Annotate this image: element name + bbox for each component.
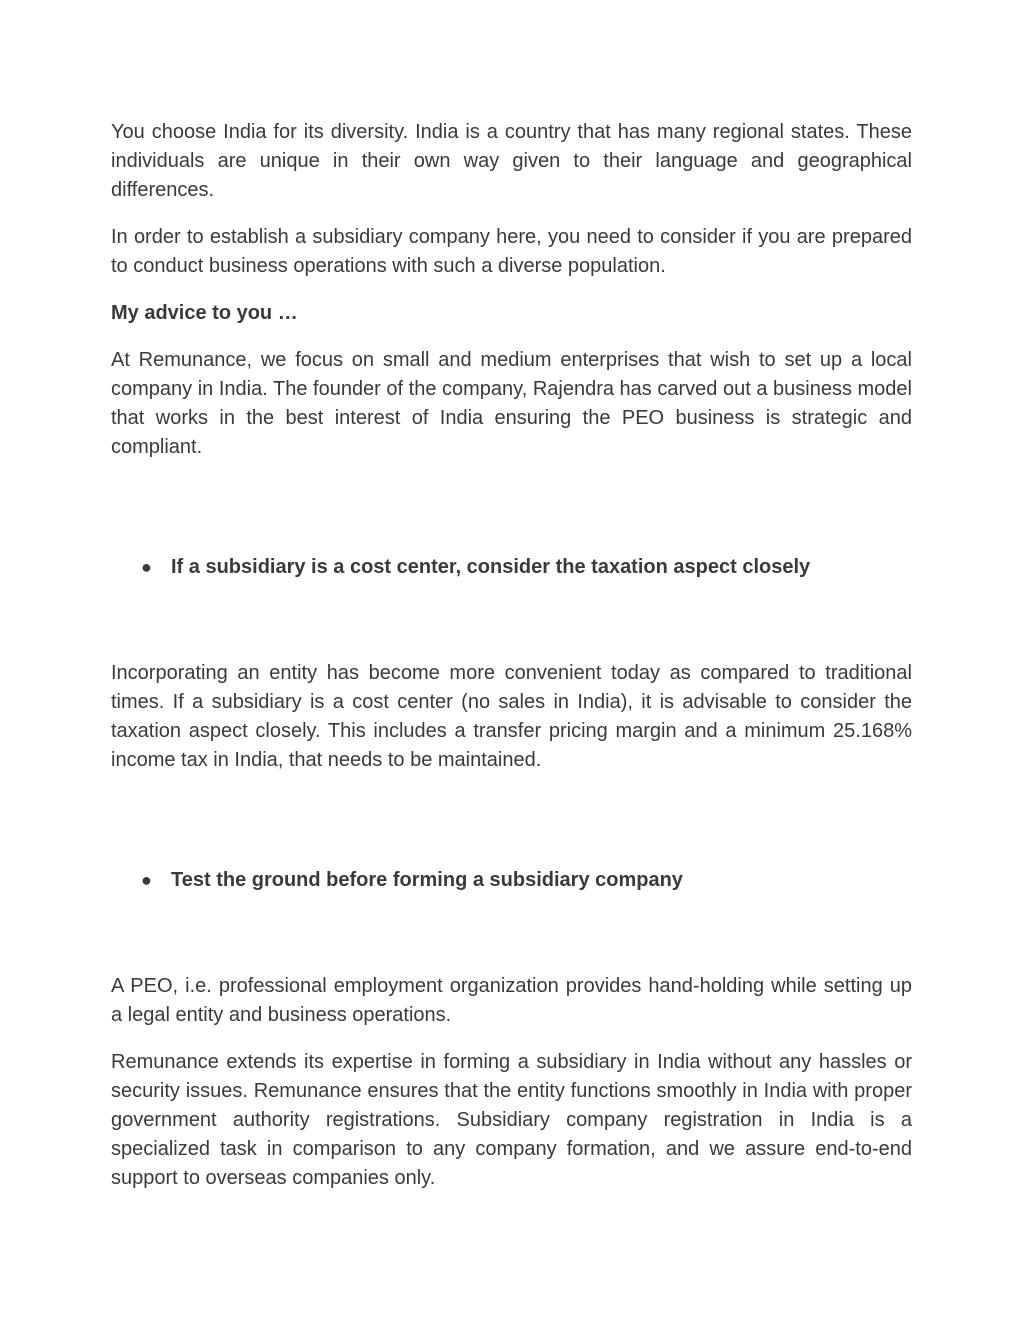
paragraph-incorporating-entity: Incorporating an entity has become more convenient today as compared to traditional times. If a subsidiary is a cost center (no sales in India), it is advisable to consider the taxation aspect closely. This includes a transfer pricing margin and a minimum 25.168% income tax in India, that needs to be maintained. (111, 662, 912, 771)
bullet-item-test-ground (111, 866, 912, 895)
paragraph-remunance-expertise: Remunance extends its expertise in forming a subsidiary in India without any hassles or security issues. Remunance ensures that the entity functions smoothly in India with proper government authority registrations. Subsidiary company registration in India is a specialized task in comparison to any company formation, and we assure end-to-end support to overseas companies only. (111, 1051, 912, 1189)
paragraph-peo-definition: A PEO, i.e. professional employment organization provides hand-holding while setting up a legal entity and business operations. (111, 975, 912, 1026)
advice-heading: My advice to you … (111, 302, 298, 324)
bullet-text-test-ground: Test the ground before forming a subsidiary company (171, 869, 683, 891)
bullet-icon: ● (141, 870, 152, 890)
bullet-icon: ● (141, 557, 152, 577)
document-page (111, 118, 912, 1193)
bullet-item-cost-center (111, 553, 912, 582)
paragraph-diversity: You choose India for its diversity. India is a country that has many regional states. These individuals are unique in their own way given to their language and geographical differences. (111, 121, 912, 201)
bullet-text-cost-center: If a subsidiary is a cost center, consider the taxation aspect closely (171, 556, 811, 578)
paragraph-remunance-focus: At Remunance, we focus on small and medium enterprises that wish to set up a local company in India. The founder of the company, Rajendra has carved out a business model that works in the best interest of India ensuring the PEO business is strategic and compliant. (111, 349, 912, 458)
paragraph-diverse-population: In order to establish a subsidiary company here, you need to consider if you are prepared to conduct business operations with such a diverse population. (111, 226, 912, 277)
